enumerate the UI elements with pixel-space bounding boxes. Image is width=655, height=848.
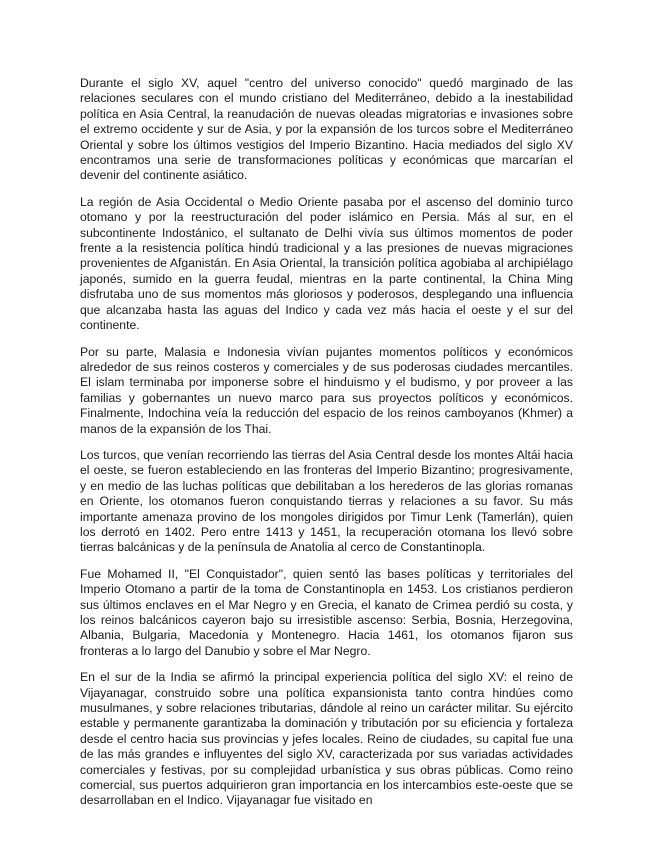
paragraph-1: Durante el siglo XV, aquel "centro del universo conocido" quedó marginado de las relaciones seculares con el mundo cristiano del Mediterráneo, debido a la inestabilidad política en Asia Central, la reanudación de nuevas oleadas migratorias e invasiones sobre el extremo occidente y sur de Asia, y por la expansión de los turcos sobre el Mediterráneo Oriental y sobre los últimos vestigios del Imperio Bizantino. Hacia mediados del siglo XV encontramos una serie de transformaciones políticas y económicas que marcarían el devenir del continente asiático. <box>80 76 573 183</box>
paragraph-6: En el sur de la India se afirmó la principal experiencia política del siglo XV: el reino de Vijayanagar, construido sobre una política expansionista tanto contra hindúes como musulmanes, y sobre relaciones tributarias, dándole al reino un carácter militar. Su ejército estable y permanente garantizaba la dominación y tributación por su eficiencia y fortaleza desde el centro hacia sus provincias y jefes locales. Reino de ciudades, su capital fue una de las más grandes e influyentes del siglo XV, caracterizada por sus variadas actividades comerciales y festivas, por su complejidad urbanística y sus obras públicas. Como reino comercial, sus puertos adquirieron gran importancia en los intercambios este-oeste que se desarrollaban en el Indico. Vijayanagar fue visitado en <box>80 670 573 808</box>
paragraph-4: Los turcos, que venían recorriendo las tierras del Asia Central desde los montes Altái hacia el oeste, se fueron estableciendo en las fronteras del Imperio Bizantino; progresivamente, y en medio de las luchas políticas que debilitaban a los herederos de las glorias romanas en Oriente, los otomanos fueron conquistando tierras y relaciones a su favor. Su más importante amenaza provino de los mongoles dirigidos por Timur Lenk (Tamerlán), quien los derrotó en 1402. Pero entre 1413 y 1451, la recuperación otomana los llevó sobre tierras balcánicas y de la península de Anatolia al cerco de Constantinopla. <box>80 447 573 555</box>
paragraph-3: Por su parte, Malasia e Indonesia vivían pujantes momentos políticos y económicos alrededor de sus reinos costeros y comerciales y de sus poderosas ciudades mercantiles. El islam terminaba por imponerse sobre el hinduismo y el budismo, y por proveer a las familias y gobernantes un nuevo marco para sus proyectos políticos y económicos. Finalmente, Indochina veía la reducción del espacio de los reinos camboyanos (Khmer) a manos de la expansión de los Thai. <box>80 344 573 436</box>
paragraph-2: La región de Asia Occidental o Medio Oriente pasaba por el ascenso del dominio turco otomano y por la reestructuración del poder islámico en Persia. Más al sur, en el subcontinente Indostánico, el sultanato de Delhi vivía sus últimos momentos de poder frente a la resistencia política hindú tradicional y a las presiones de nuevas migraciones provenientes de Afganistán. En Asia Oriental, la transición política agobiaba al archipiélago japonés, sumido en la guerra feudal, mientras en la parte continental, la China Ming disfrutaba uno de sus momentos más gloriosos y poderosos, desplegando una influencia que alcanzaba hasta las aguas del Indico y cada vez más hacia el oeste y el sur del continente. <box>80 194 573 333</box>
paragraph-5: Fue Mohamed II, "El Conquistador", quien sentó las bases políticas y territoriales del Imperio Otomano a partir de la toma de Constantinopla en 1453. Los cristianos perdieron sus últimos enclaves en el Mar Negro y en Grecia, el kanato de Crimea perdió su costa, y los reinos balcánicos cayeron bajo su irresistible ascenso: Serbia, Bosnia, Herzegovina, Albania, Bulgaria, Macedonia y Montenegro. Hacia 1461, los otomanos fijaron sus fronteras a lo largo del Danubio y sobre el Mar Negro. <box>80 566 573 658</box>
